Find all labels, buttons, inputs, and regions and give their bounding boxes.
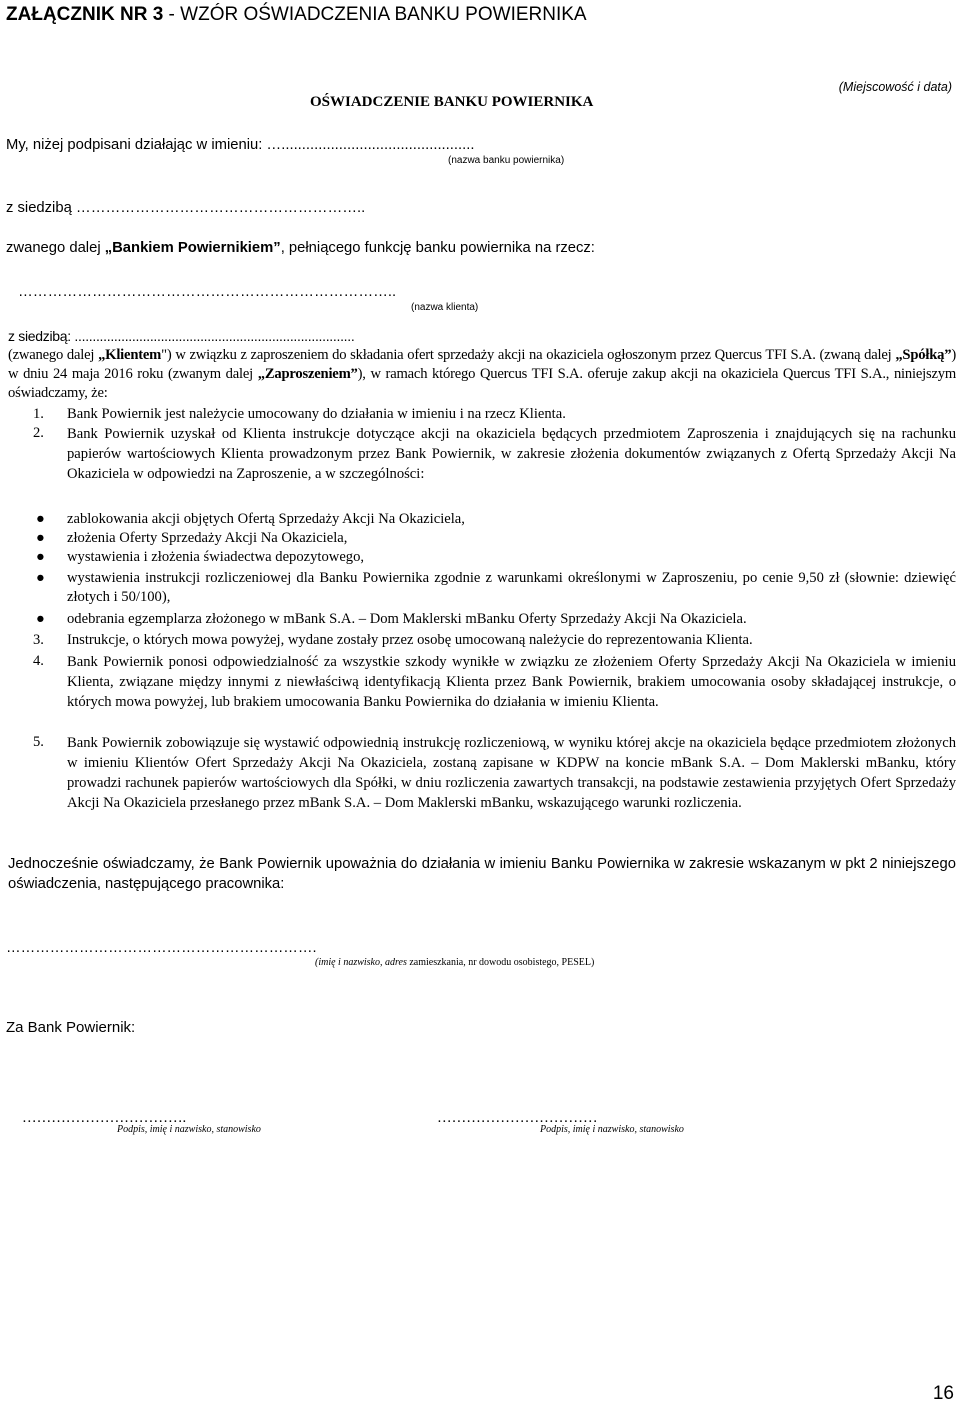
item-text: Bank Powiernik uzyskał od Klienta instrukcje dotyczące akcji na okaziciela będących przedmiotem Zaproszenia i znajdujących się na rachunku papierów wartościowych Klienta prowadzonym przez Bank Powiernik, w zakresie złożenia dokumentów związanych z Ofertą Sprzedaży Akcji Na Okaziciela w odpowiedzi na Zaproszenie, a w szczególności: xyxy=(67,426,956,482)
item-number: 3. xyxy=(33,632,44,648)
role-text-b: , pełniącego funkcję banku powiernika na rzecz: xyxy=(280,240,595,256)
role-text-a: zwanego dalej xyxy=(6,240,105,256)
item-text: Instrukcje, o których mowa powyżej, wydane zostały przez osobę umocowaną należycie do reprezentowania Klienta. xyxy=(67,632,753,648)
closing-paragraph: Jednocześnie oświadczamy, że Bank Powiernik upoważnia do działania w imieniu Banku Powiernika w zakresie wskazanym w pkt 2 niniejszego oświadczenia, następującego pracownika: xyxy=(8,856,956,892)
header-prefix: ZAŁĄCZNIK NR 3 xyxy=(6,4,164,25)
bullet-icon: ● xyxy=(36,549,45,565)
p1-client-term: „Klientem xyxy=(98,347,162,363)
bullet-text: złożenia Oferty Sprzedaży Akcji Na Okaziciela, xyxy=(67,530,348,546)
employee-caption-a: (imię i nazwisko, adres xyxy=(315,957,407,968)
page-number: 16 xyxy=(932,1383,954,1404)
signature-dots: ……………………………. xyxy=(22,1110,187,1126)
bullet-text: odebrania egzemplarza złożonego w mBank S.A. – Dom Maklerski mBanku Oferty Sprzedaży Akcji Na Okaziciela. xyxy=(67,611,747,627)
item-text: Bank Powiernik zobowiązuje się wystawić odpowiednią instrukcję rozliczeniową, w wyniku której akcje na okaziciela będące przedmiotem złożonych w imieniu Klientów Ofert Sprzedaży Akcji Na Okaziciela, zostaną zapisane w KDPW na koncie mBank S.A. – Dom Maklerski mBanku, który prowadzi rachunek papierów wartościowych dla Spółki, w dniu rozliczenia zawartych transakcji, na podstawie zestawienia przyjętych Ofert Sprzedaży Akcji Na Okaziciela przesłanego przez mBank S.A. – Dom Maklerski mBanku, wskazującego warunki rozliczenia. xyxy=(67,735,956,811)
bullet-text: wystawienia i złożenia świadectwa depozytowego, xyxy=(67,549,365,565)
item-text: Bank Powiernik ponosi odpowiedzialność za wszystkie szkody wynikłe w związku ze złożeniem Oferty Sprzedaży Akcji Na Okaziciela w imieniu Klienta, związane między innymi z niewłaściwą identyfikacją Klienta przez Bank Powiernik, brakiem umocowania osoby składającej instrukcje, o których mowa powyżej, lub brakiem umocowania Banku Powiernika do działania w imieniu Klienta. xyxy=(67,654,956,710)
employee-caption-b: zamieszkania, nr dowodu osobistego, PESEL) xyxy=(406,957,595,968)
intro-line-seat: z siedzibą ………………………………………………….. xyxy=(6,200,366,216)
p1-e: ) w dniu 24 maja 2016 roku (zwanym dalej xyxy=(8,347,956,382)
p1-invitation-term: „Zaproszeniem” xyxy=(257,366,358,382)
client-seat: z siedzibą: .............................................................................. xyxy=(8,328,355,344)
item-number: 1. xyxy=(33,406,44,422)
header-suffix: - WZÓR OŚWIADCZENIA BANKU POWIERNIKA xyxy=(163,4,587,25)
item-number: 2. xyxy=(33,425,44,441)
p1-company-term: „Spółką” xyxy=(895,347,952,363)
p1-a: (zwanego dalej xyxy=(8,347,99,363)
bullet-text: zablokowania akcji objętych Ofertą Sprzedaży Akcji Na Okaziciela, xyxy=(67,511,465,527)
caption-bank-name: (nazwa banku powiernika) xyxy=(448,155,565,166)
employee-dots: ………………………………………………………. xyxy=(6,940,317,956)
client-name-dots: ………………………………………………………………….. xyxy=(18,284,397,300)
bullet-icon: ● xyxy=(36,570,45,586)
role-bank-name: „Bankiem Powiernikiem” xyxy=(104,240,281,256)
employee-caption xyxy=(315,957,594,968)
place-date-label: (Miejscowość i data) xyxy=(838,80,952,94)
client-paragraph xyxy=(8,346,956,403)
item-text: Bank Powiernik jest należycie umocowany do działania w imieniu i na rzecz Klienta. xyxy=(67,406,566,422)
signature-caption: Podpis, imię i nazwisko, stanowisko xyxy=(117,1124,261,1135)
bullet-text: wystawienia instrukcji rozliczeniowej dla Banku Powiernika zgodnie z warunkami określonymi w Zaproszeniu, po cenie 9,50 zł (słownie: dziewięć złotych i 50/100), xyxy=(67,570,956,605)
signature-dots: …………………………… xyxy=(437,1110,598,1126)
bullet-icon: ● xyxy=(36,530,45,546)
za-bank-label: Za Bank Powiernik: xyxy=(6,1019,136,1036)
document-title: OŚWIADCZENIE BANKU POWIERNIKA xyxy=(310,94,594,110)
p1-c: ") w związku z zaproszeniem do składania ofert sprzedaży akcji na okaziciela ogłoszonym przez Quercus TFI S.A. (zwaną dalej xyxy=(161,347,896,363)
item-number: 4. xyxy=(33,653,44,669)
intro-line-role xyxy=(6,240,595,256)
bullet-icon: ● xyxy=(36,611,45,627)
bullet-icon: ● xyxy=(36,511,45,527)
item-number: 5. xyxy=(33,734,44,750)
page-header xyxy=(6,4,587,26)
signature-caption: Podpis, imię i nazwisko, stanowisko xyxy=(540,1124,684,1135)
p1-g: ), w ramach którego Quercus TFI S.A. oferuje zakup akcji na okaziciela Quercus TFI S.A., niniejszym oświadczamy, że: xyxy=(8,366,956,401)
caption-client-name: (nazwa klienta) xyxy=(411,302,479,313)
intro-line-bank: My, niżej podpisani działając w imieniu: …............................................... xyxy=(6,137,475,153)
